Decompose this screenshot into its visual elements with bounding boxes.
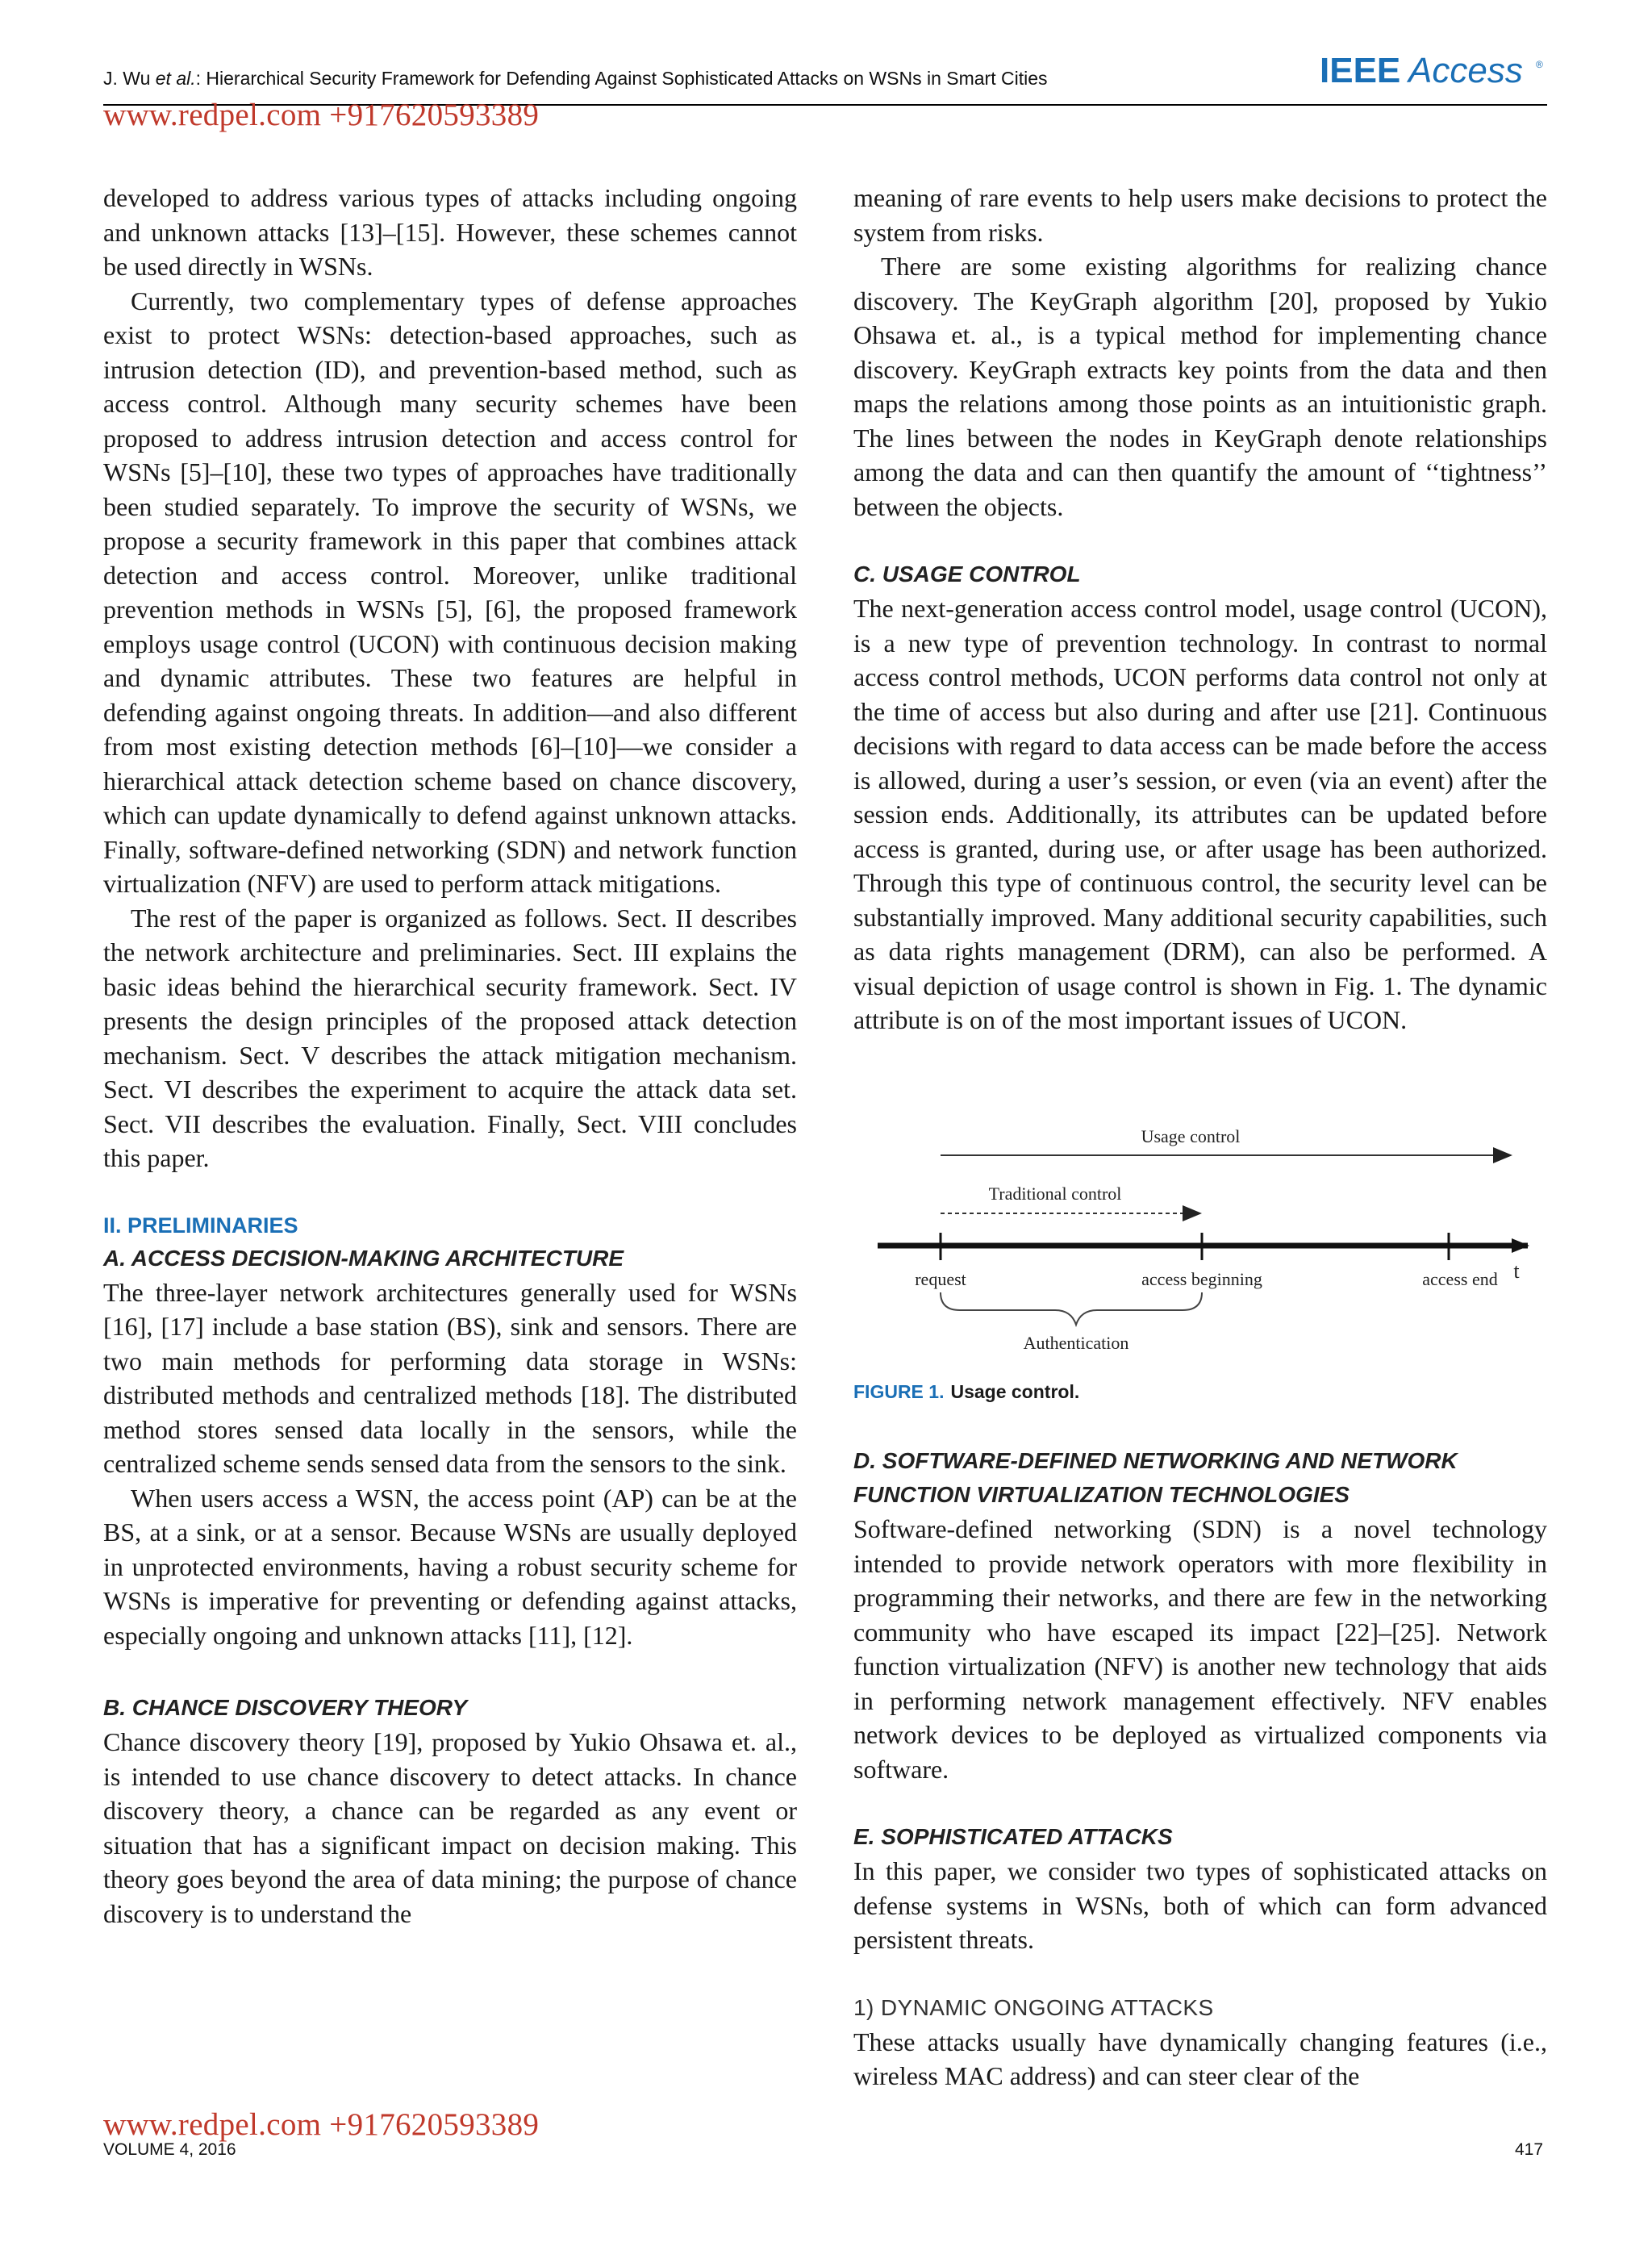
right-paragraph-1: meaning of rare events to help users make decisions to protect the system from risks. [853, 183, 1547, 247]
subsection-heading-a: A. ACCESS DECISION-MAKING ARCHITECTURE [103, 1245, 624, 1271]
right-paragraph-2: There are some existing algorithms for realizing chance discovery. The KeyGraph algorithm [20], proposed by Yukio Ohsawa et. al., is a typical method for implementing chance discovery. KeyGraph extracts key points from the data and then maps the relations among those points as an intuitionistic graph. The lines between the nodes in KeyGraph denote relationships among the data and can then quantify the amount of ‘‘tightness’’ between the objects. [853, 252, 1547, 521]
right-paragraph-3: The next-generation access control model, usage control (UCON), is a new type of prevention technology. In contrast to normal access control methods, UCON performs data control not only at the time of access but also during and after use [21]. Continuous decisions with regard to data access can be made before the access is allowed, during a user’s session, or even (via an event) after the session ends. Additionally, its attributes can be updated before access is granted, during use, or after usage has been authorized. Through this type of continuous control, the security level can be substantially improved. Many additional security capabilities, such as data rights management (DRM), can also be performed. A visual depiction of usage control is shown in Fig. 1. The dynamic attribute is on of the most important issues of UCON. [853, 594, 1547, 1034]
footer-volume: VOLUME 4, 2016 [103, 2140, 236, 2159]
header-etal: et al. [155, 68, 196, 89]
right-column-lower [853, 1444, 1547, 2094]
label-access-end: access end [1422, 1269, 1498, 1289]
subsection-heading-c: C. USAGE CONTROL [853, 562, 1081, 587]
logo-access: Access [1408, 51, 1523, 90]
subsection-heading-d: D. SOFTWARE-DEFINED NETWORKING AND NETWORK FUNCTION VIRTUALIZATION TECHNOLOGIES [853, 1448, 1458, 1507]
left-paragraph-1: developed to address various types of attacks including ongoing and unknown attacks [13]–[15]. However, these schemes cannot be used directly in WSNs. [103, 183, 797, 281]
logo-ieee: IEEE [1320, 51, 1401, 90]
running-header [103, 68, 1265, 90]
left-column [103, 181, 797, 1931]
left-paragraph-3: The rest of the paper is organized as follows. Sect. II describes the network architecture and preliminaries. Sect. III explains the basic ideas behind the hierarchical security framework. Sect. IV presents the design principles of the proposed attack detection mechanism. Sect. V describes the attack mitigation mechanism. Sect. VI describes the experiment to acquire the attack data set. Sect. VII describes the evaluation. Finally, Sect. VIII concludes this paper. [103, 903, 797, 1172]
left-paragraph-4: The three-layer network architectures generally used for WSNs [16], [17] include a base station (BS), sink and sensors. There are two main methods for performing data storage in WSNs: distributed methods and centralized methods [18]. The distributed method stores sensed data locally in the sensors, while the centralized scheme sends sensed data from the sensors to the sink. [103, 1277, 797, 1478]
watermark-bottom: www.redpel.com +917620593389 [103, 2107, 540, 2142]
left-paragraph-6: Chance discovery theory [19], proposed by Yukio Ohsawa et. al., is intended to use chance discovery to detect attacks. In chance discovery theory, a chance can be regarded as any event or situation that has a significant impact on decision making. This theory goes beyond the area of data mining; the purpose of chance discovery is to understand the [103, 1727, 797, 1928]
figure-caption-number: FIGURE 1. [853, 1381, 945, 1402]
watermark-top: www.redpel.com +917620593389 [103, 98, 540, 132]
right-paragraph-4: Software-defined networking (SDN) is a novel technology intended to provide network operators with more flexibility in programming their networks, and there are few in the networking community who have escaped its impact [22]–[25]. Network function virtualization (NFV) is another new technology that aids in performing network management effectively. NFV enables network devices to be deployed as virtualized components via software. [853, 1514, 1547, 1784]
right-column [853, 181, 1547, 1037]
label-usage-control: Usage control [1141, 1126, 1241, 1146]
left-paragraph-2: Currently, two complementary types of defense approaches exist to protect WSNs: detection-based approaches, such as intrusion detection (ID), and prevention-based method, such as access control. Although many security schemes have been proposed to address intrusion detection and access control for WSNs [5]–[10], these two types of approaches have traditionally been studied separately. To improve the security of WSNs, we propose a security framework in this paper that combines attack detection and access control. Moreover, unlike traditional prevention methods in WSNs [5], [6], the proposed framework employs usage control (UCON) with continuous decision making and dynamic attributes. These two features are helpful in defending against ongoing threats. In addition—and also different from most existing detection methods [6]–[10]—we consider a hierarchical attack detection scheme based on chance discovery, which can update dynamically to defend against unknown attacks. Finally, software-defined networking (SDN) and network function virtualization (NFV) are used to perform attack mitigations. [103, 286, 797, 898]
footer-page-number: 417 [1515, 2140, 1544, 2159]
logo-mark: ® [1536, 59, 1543, 70]
section-heading-preliminaries: II. PRELIMINARIES [103, 1213, 298, 1238]
label-authentication: Authentication [1023, 1333, 1129, 1353]
header-title: : Hierarchical Security Framework for Defending Against Sophisticated Attacks on WSNs in Smart Cities [195, 68, 1048, 89]
right-paragraph-5: In this paper, we consider two types of sophisticated attacks on defense systems in WSNs, both of which can form advanced persistent threats. [853, 1856, 1547, 1954]
right-paragraph-6: These attacks usually have dynamically changing features (i.e., wireless MAC address) and can steer clear of the [853, 2027, 1547, 2090]
label-access-beginning: access beginning [1141, 1269, 1262, 1289]
label-request: request [915, 1269, 966, 1289]
figure-caption [853, 1381, 1079, 1403]
ieee-access-logo [1320, 47, 1547, 95]
header-author: J. Wu [103, 68, 151, 89]
figure-usage-control [853, 1113, 1547, 1355]
subsection-heading-e: E. SOPHISTICATED ATTACKS [853, 1824, 1173, 1849]
left-paragraph-5: When users access a WSN, the access point (AP) can be at the BS, at a sink, or at a sensor. Because WSNs are usually deployed in unprotected environments, having a robust security scheme for WSNs is imperative for preventing or defending against attacks, especially ongoing and unknown attacks [11], [12]. [103, 1483, 797, 1650]
subsubsection-heading-1: 1) DYNAMIC ONGOING ATTACKS [853, 1994, 1214, 2020]
figure-caption-text: Usage control. [950, 1381, 1080, 1402]
subsection-heading-b: B. CHANCE DISCOVERY THEORY [103, 1695, 468, 1720]
authentication-brace [941, 1292, 1202, 1325]
label-traditional-control: Traditional control [988, 1184, 1122, 1204]
label-t: t [1513, 1259, 1520, 1283]
